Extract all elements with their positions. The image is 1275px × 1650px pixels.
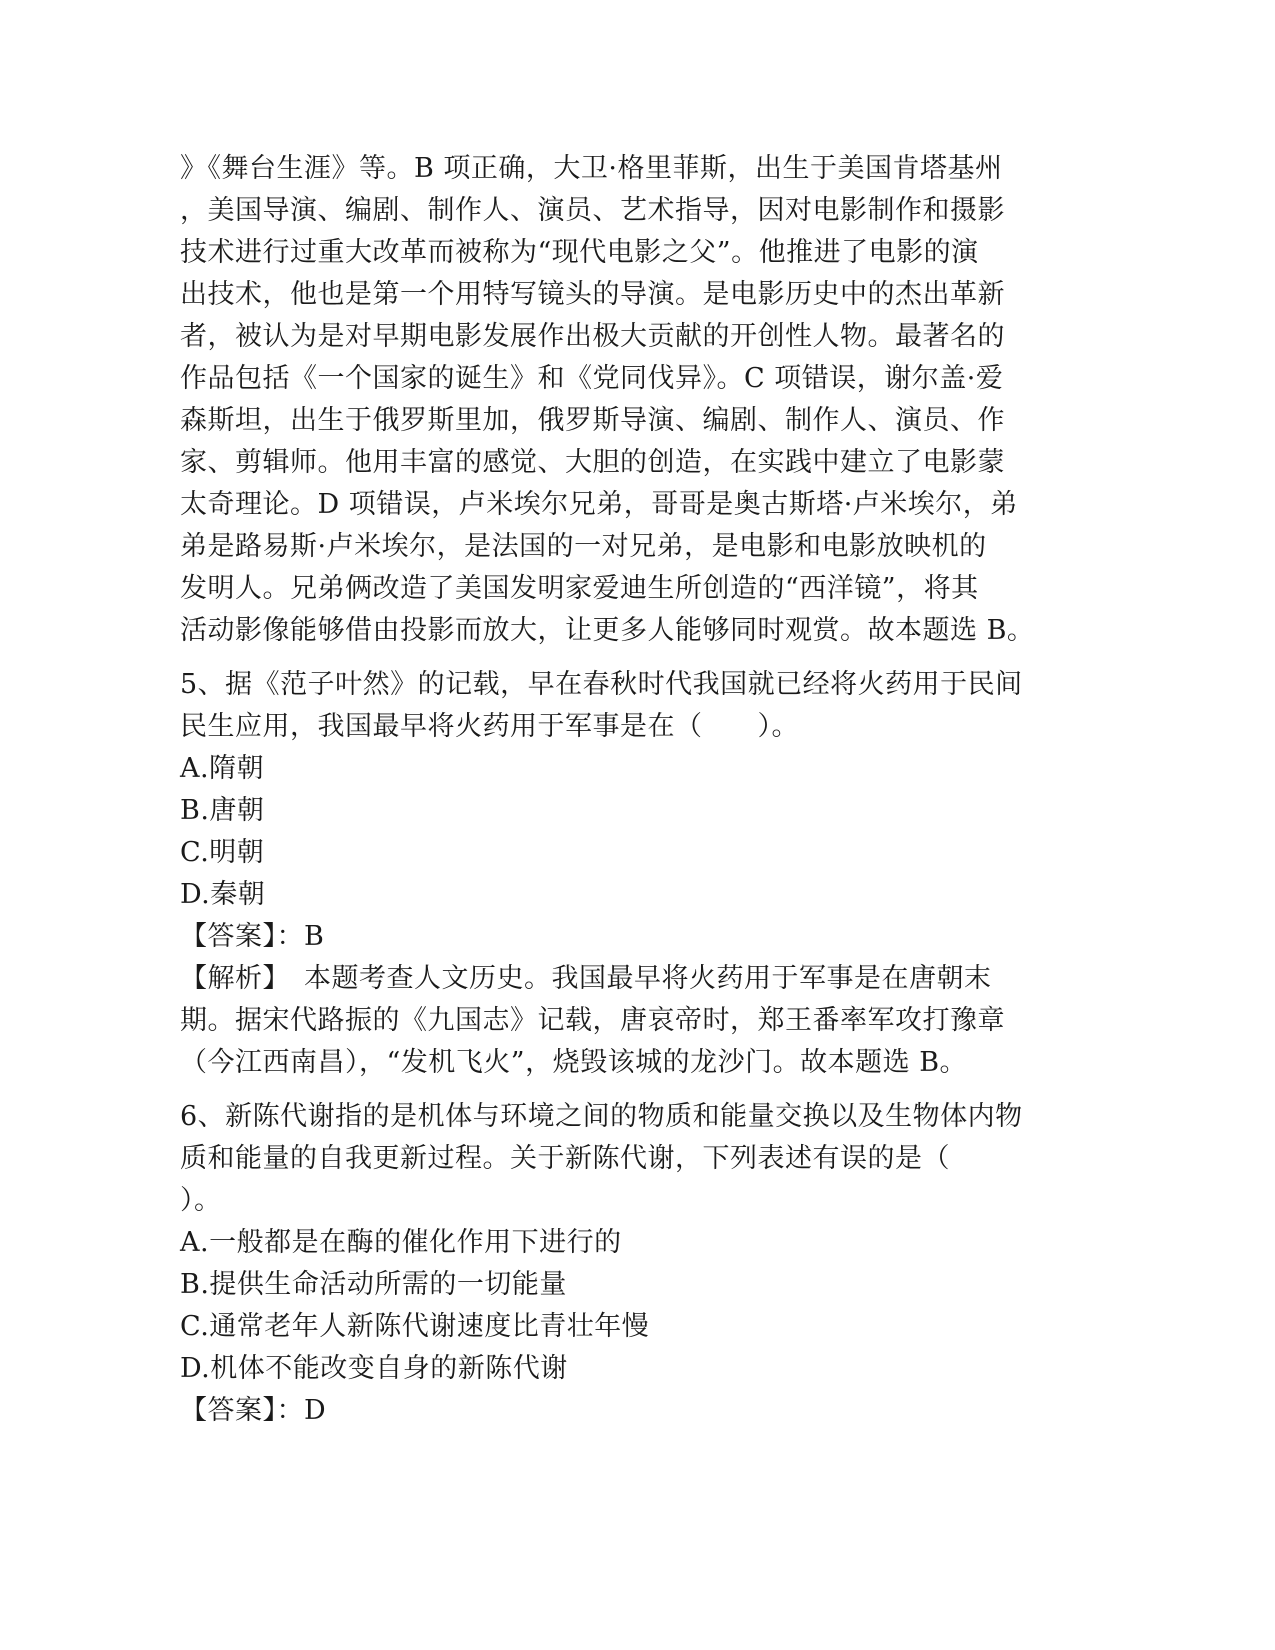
answer-line: 【答案】：D [180,1395,327,1426]
analysis-line: 【解析】 本题考查人文历史。我国最早将火药用于军事是在唐朝末 [180,963,992,994]
answer-line: 【答案】：B [180,921,325,952]
option-c: C.通常老年人新陈代谢速度比青壮年慢 [180,1311,650,1342]
text-line: 森斯坦，出生于俄罗斯里加，俄罗斯导演、编剧、制作人、演员、作 [180,405,1005,436]
text-line: ，美国导演、编剧、制作人、演员、艺术指导，因对电影制作和摄影 [180,195,1005,226]
text-line: 弟是路易斯·卢米埃尔，是法国的一对兄弟，是电影和电影放映机的 [180,531,987,562]
text-line: 技术进行过重大改革而被称为“现代电影之父”。他推进了电影的演 [180,237,979,268]
text-line: 作品包括《一个国家的诞生》和《党同伐异》。C 项错误，谢尔盖·爱 [180,363,1004,394]
analysis-line: 期。据宋代路振的《九国志》记载，唐哀帝时，郑王番率军攻打豫章 [180,1005,1005,1036]
question-stem: ）。 [180,1185,222,1216]
text-line: 家、剪辑师。他用丰富的感觉、大胆的创造，在实践中建立了电影蒙 [180,447,1005,478]
option-a: A.隋朝 [180,753,265,784]
question-stem: 质和能量的自我更新过程。关于新陈代谢，下列表述有误的是（ [180,1143,950,1174]
text-line: 活动影像能够借由投影而放大，让更多人能够同时观赏。故本题选 B。 [180,615,1035,646]
option-b: B.提供生命活动所需的一切能量 [180,1269,567,1300]
option-c: C.明朝 [180,837,265,868]
text-line: 者，被认为是对早期电影发展作出极大贡献的开创性人物。最著名的 [180,321,1005,352]
option-d: D.秦朝 [180,879,266,910]
text-line: 》《舞台生涯》等。B 项正确，大卫·格里菲斯，出生于美国肯塔基州 [180,153,1003,184]
text-line: 太奇理论。D 项错误，卢米埃尔兄弟，哥哥是奥古斯塔·卢米埃尔，弟 [180,489,1018,520]
question-stem: 5、据《范子叶然》的记载，早在春秋时代我国就已经将火药用于民间 [180,669,1023,700]
text-line: 出技术，他也是第一个用特写镜头的导演。是电影历史中的杰出革新 [180,279,1005,310]
previous-explanation-continuation [180,148,1080,652]
option-d: D.机体不能改变自身的新陈代谢 [180,1353,568,1384]
document-page [180,148,1080,1432]
question-5 [180,664,1080,1084]
analysis-line: （今江西南昌），“发机飞火”，烧毁该城的龙沙门。故本题选 B。 [180,1047,968,1078]
option-a: A.一般都是在酶的催化作用下进行的 [180,1227,622,1258]
question-6 [180,1096,1080,1432]
question-stem: 6、新陈代谢指的是机体与环境之间的物质和能量交换以及生物体内物 [180,1101,1023,1132]
question-stem: 民生应用，我国最早将火药用于军事是在（ ）。 [180,711,799,742]
option-b: B.唐朝 [180,795,265,826]
text-line: 发明人。兄弟俩改造了美国发明家爱迪生所创造的“西洋镜”，将其 [180,573,979,604]
